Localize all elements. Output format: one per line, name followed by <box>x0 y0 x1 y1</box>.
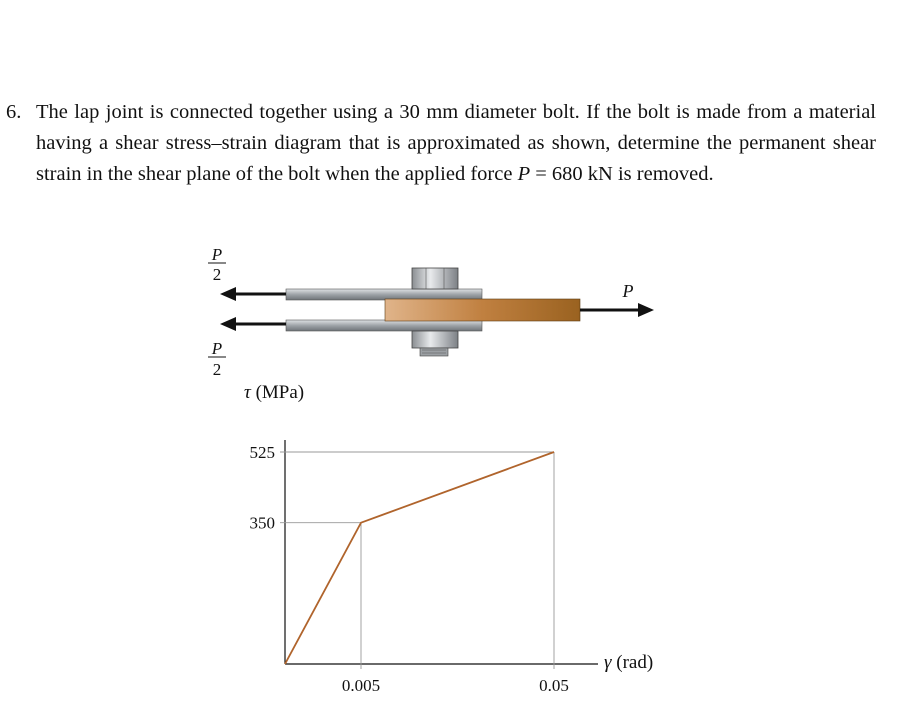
stress-strain-curve <box>285 452 554 664</box>
chart-plot-area <box>250 440 599 695</box>
bottom-plate <box>286 320 482 331</box>
y-axis-symbol: τ <box>244 382 251 403</box>
half-force-bottom-den: 2 <box>212 360 222 379</box>
half-force-bottom-num: P <box>211 339 223 358</box>
middle-bar <box>385 299 580 321</box>
arrow-left-bottom-icon <box>220 317 236 331</box>
y-axis-label <box>244 382 304 403</box>
bolt-nut <box>412 331 458 348</box>
x-tick-label: 0.05 <box>539 676 569 695</box>
problem-text-before: The lap joint is connected together using a 30 mm diameter bolt. If the bolt is made from a material having a shear stress–strain diagram that is approximated as shown, determine the permanent shear strain in the shear plane of the bolt when the applied force <box>36 101 876 185</box>
y-tick-label: 525 <box>249 443 275 462</box>
lap-joint-illustration <box>208 245 654 379</box>
half-force-top-den: 2 <box>212 265 222 284</box>
x-tick-label: 0.005 <box>341 676 381 695</box>
top-plate <box>286 289 482 300</box>
x-axis-unit: (rad) <box>611 652 654 673</box>
half-force-top-num: P <box>211 245 223 264</box>
arrow-left-top-icon <box>220 287 236 301</box>
x-axis-label <box>604 652 653 673</box>
y-axis-unit: (MPa) <box>250 382 305 403</box>
x-axis-symbol: γ <box>604 652 612 673</box>
force-symbol: P <box>517 163 531 185</box>
problem-text-after: = 680 kN is removed. <box>530 163 714 185</box>
problem-number: 6. <box>6 101 22 123</box>
bolt-head <box>412 268 458 289</box>
force-label: P <box>622 281 634 301</box>
stress-strain-chart <box>244 382 653 695</box>
arrow-right-icon <box>638 303 654 317</box>
y-tick-label: 350 <box>249 513 275 533</box>
bolt-thread <box>420 348 448 356</box>
